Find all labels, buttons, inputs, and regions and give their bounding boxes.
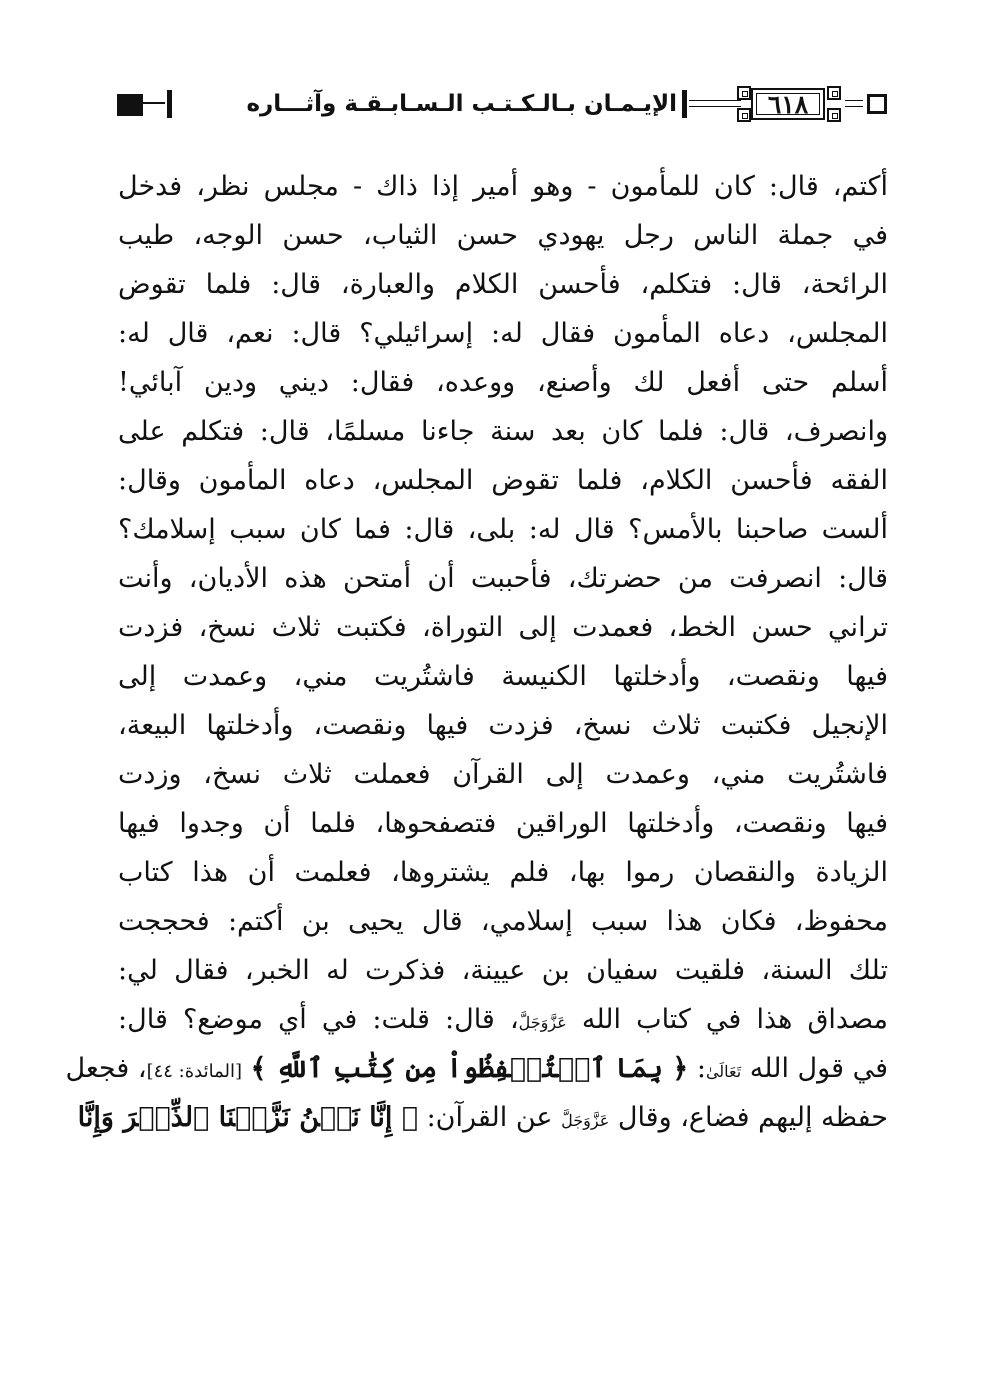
text-line xyxy=(77,1093,888,1142)
page-number: ٦١٨ xyxy=(767,90,809,119)
line-text: في قول الله xyxy=(749,1053,888,1084)
text-line: تلك السنة، فلقيت سفيان بن عيينة، فذكرت له الخبر، فقال لي: xyxy=(118,955,888,986)
text-line xyxy=(65,1044,888,1093)
text-line: أسلم حتى أفعل لك وأصنع، ووعده، فقال: ديني ودين آبائي! xyxy=(118,367,888,398)
ornament-knot xyxy=(737,86,751,100)
text-line: في جملة الناس رجل يهودي حسن الثياب، حسن الوجه، طيب xyxy=(118,220,888,251)
quran-verse: ﴿ إِنَّا نَحۡنُ نَزَّلۡنَا ٱلذِّكۡرَ وَإِنَّا xyxy=(77,1102,418,1133)
text-line: الإنجيل فكتبت ثلاث نسخ، فزدت فيها ونقصت، وأدخلتها البيعة، xyxy=(118,710,888,741)
ornament-knot xyxy=(737,108,751,122)
header-black-square xyxy=(117,94,143,116)
text-line: الزيادة والنقصان رموا بها، فلم يشتروها، فعلمت أن هذا كتاب xyxy=(118,857,888,888)
text-line: محفوظ، فكان هذا سبب إسلامي، قال يحيى بن أكتم: فحججت xyxy=(118,906,888,937)
line-text: ، قال: قلت: في أي موضع؟ قال: xyxy=(118,1004,519,1035)
verse-reference: [المائدة: ٤٤] xyxy=(146,1061,243,1082)
text-line: قال: انصرفت من حضرتك، فأحببت أن أمتحن هذه الأديان، وأنت xyxy=(118,563,888,594)
text-line: المجلس، دعاه المأمون فقال له: إسرائيلي؟ قال: نعم، قال له: xyxy=(118,318,888,349)
line-text: ، فجعل xyxy=(65,1053,147,1084)
text-line: فيها ونقصت، وأدخلتها الوراقين فتصفحوها، فلما أن وجدوا فيها xyxy=(118,808,888,839)
text-line: الفقه فأحسن الكلام، فلما تقوض المجلس، دعاه المأمون وقال: xyxy=(118,465,888,496)
line-text: حفظه إليهم فضاع، وقال xyxy=(617,1102,888,1133)
line-text: عن القرآن: xyxy=(426,1102,553,1133)
text-line: وانصرف، قال: فلما كان بعد سنة جاءنا مسلمًا، قال: فتكلم على xyxy=(118,416,888,447)
page-number-box xyxy=(733,84,845,124)
line-text: : xyxy=(696,1053,706,1084)
ornament-knot xyxy=(827,86,841,100)
header-rule xyxy=(845,106,863,107)
ornament-knot xyxy=(827,108,841,122)
header-bar xyxy=(682,90,687,118)
honorific-phrase: تَعَالَىٰ xyxy=(705,1062,742,1081)
page-body xyxy=(65,162,888,1142)
text-line: فاشتُريت مني، وعمدت إلى القرآن فعملت ثلاث نسخ، وزدت xyxy=(118,759,888,790)
header-rule xyxy=(845,100,863,101)
running-title: الإيـمـان بـالـكـتـب الـسـابـقـة وآثـــاره xyxy=(246,91,677,117)
text-line: تراني حسن الخط، فعمدت إلى التوراة، فكتبت ثلاث نسخ، فزدت xyxy=(118,612,888,643)
header-rule xyxy=(143,102,165,104)
header-hollow-square xyxy=(867,94,887,114)
honorific-phrase: عَزَّوَجَلَّ xyxy=(518,1013,567,1032)
quran-verse: ﴿ بِمَا ٱسۡتُحۡفِظُواْ مِن كِتَٰبِ ٱللَّهِ ﴾ xyxy=(250,1053,689,1084)
header-bar xyxy=(167,90,172,118)
line-text: مصداق هذا في كتاب الله xyxy=(581,1004,888,1035)
text-line: فيها ونقصت، وأدخلتها الكنيسة فاشتُريت مني، وعمدت إلى xyxy=(118,661,888,692)
text-line: الرائحة، قال: فتكلم، فأحسن الكلام والعبارة، قال: فلما تقوض xyxy=(118,269,888,300)
text-line xyxy=(118,995,888,1044)
honorific-phrase: عَزَّوَجَلَّ xyxy=(561,1111,610,1130)
text-line: ألست صاحبنا بالأمس؟ قال له: بلى، قال: فما كان سبب إسلامك؟ xyxy=(118,514,888,545)
page-number-frame xyxy=(751,88,825,120)
running-header xyxy=(117,78,887,134)
text-line: أكتم، قال: كان للمأمون - وهو أمير إذا ذاك - مجلس نظر، فدخل xyxy=(118,171,888,202)
